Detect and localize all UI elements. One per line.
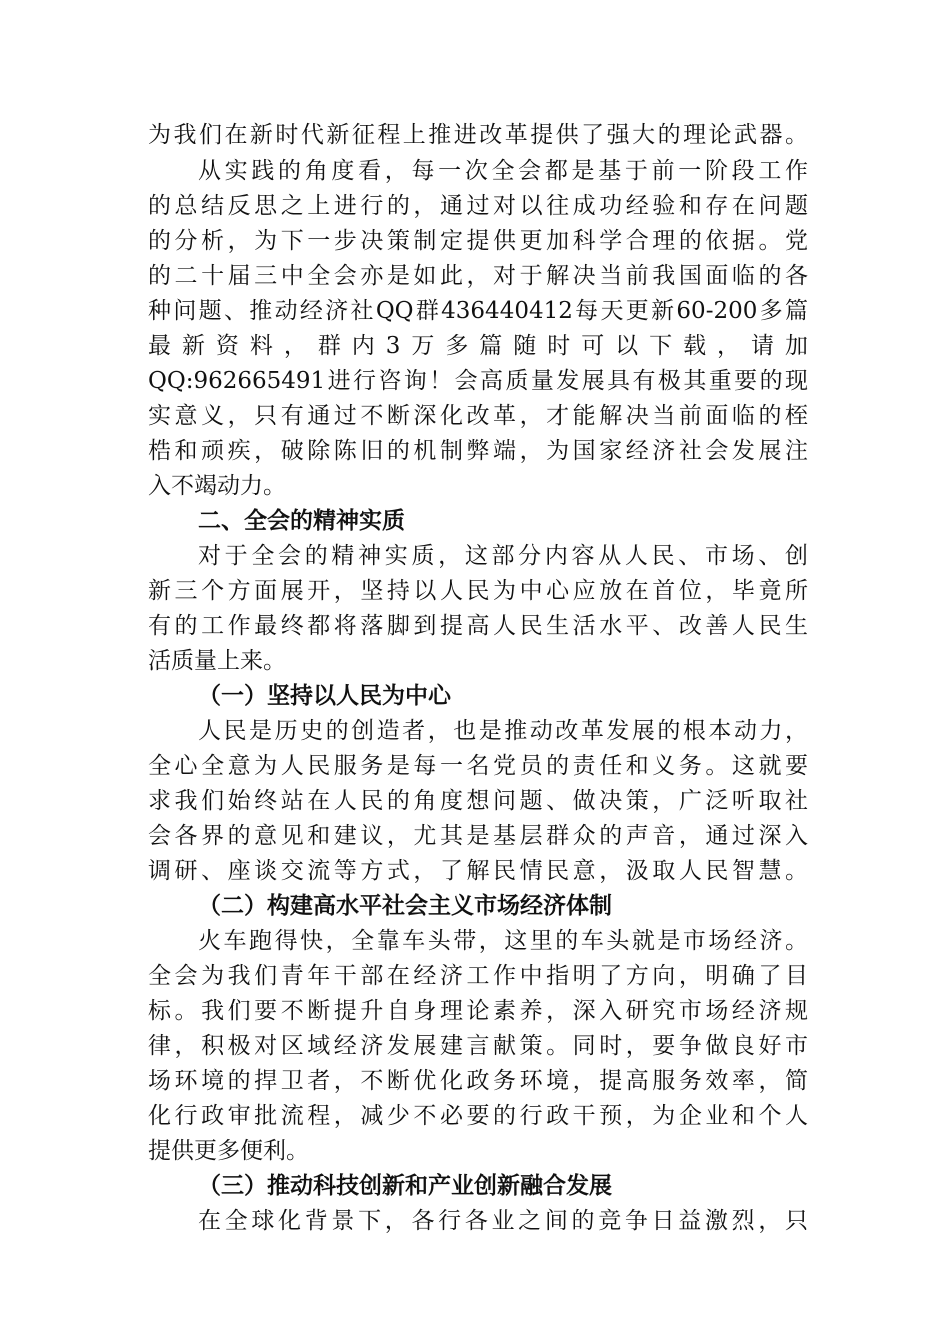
text-line: 有的工作最终都将落脚到提高人民生活水平、改善人民生 <box>148 613 808 639</box>
text-line: 梏和顽疾，破除陈旧的机制弊端，为国家经济社会发展注 <box>148 438 808 464</box>
text-line: 律，积极对区域经济发展建言献策。同时，要争做良好市 <box>148 1033 808 1059</box>
subsection-heading: （三）推动科技创新和产业创新融合发展 <box>198 1172 612 1199</box>
text-line: 提供更多便利。 <box>148 1138 309 1164</box>
text-line: 的二十届三中全会亦是如此，对于解决当前我国面临的各 <box>148 263 808 289</box>
text-line: 新三个方面展开，坚持以人民为中心应放在首位，毕竟所 <box>148 578 808 604</box>
text-line: QQ:962665491进行咨询！会高质量发展具有极其重要的现 <box>148 368 808 394</box>
text-line: 调研、座谈交流等方式，了解民情民意，汲取人民智慧。 <box>148 858 808 884</box>
text-line: 化行政审批流程，减少不必要的行政干预，为企业和个人 <box>148 1103 808 1129</box>
text-line: 求我们始终站在人民的角度想问题、做决策，广泛听取社 <box>148 788 808 814</box>
text-line: 的总结反思之上进行的，通过对以往成功经验和存在问题 <box>148 193 808 219</box>
text-line: 入不竭动力。 <box>148 473 286 499</box>
text-line: 人民是历史的创造者，也是推动改革发展的根本动力， <box>198 718 808 744</box>
text-line: 的分析，为下一步决策制定提供更加科学合理的依据。党 <box>148 228 808 254</box>
text-line: 为我们在新时代新征程上推进改革提供了强大的理论武器。 <box>148 122 808 148</box>
text-line: 实意义，只有通过不断深化改革，才能解决当前面临的桎 <box>148 403 808 429</box>
text-line: 对于全会的精神实质，这部分内容从人民、市场、创 <box>198 543 808 569</box>
text-line: 从实践的角度看，每一次全会都是基于前一阶段工作 <box>198 158 808 184</box>
section-heading: 二、全会的精神实质 <box>198 508 405 534</box>
subsection-heading: （一）坚持以人民为中心 <box>198 682 451 709</box>
text-line: 在全球化背景下，各行各业之间的竞争日益激烈，只 <box>198 1208 808 1234</box>
text-line: 火车跑得快，全靠车头带，这里的车头就是市场经济。 <box>198 928 808 954</box>
text-line: 活质量上来。 <box>148 648 286 674</box>
text-line: 最新资料，群内3万多篇随时可以下载，请加 <box>148 333 808 359</box>
subsection-heading: （二）构建高水平社会主义市场经济体制 <box>198 892 612 919</box>
text-line: 全会为我们青年干部在经济工作中指明了方向，明确了目 <box>148 963 808 989</box>
text-line: 种问题、推动经济社QQ群436440412每天更新60-200多篇 <box>148 298 808 324</box>
text-line: 场环境的捍卫者，不断优化政务环境，提高服务效率，简 <box>148 1068 808 1094</box>
text-line: 会各界的意见和建议，尤其是基层群众的声音，通过深入 <box>148 823 808 849</box>
text-line: 标。我们要不断提升自身理论素养，深入研究市场经济规 <box>148 998 808 1024</box>
text-line: 全心全意为人民服务是每一名党员的责任和义务。这就要 <box>148 753 808 779</box>
